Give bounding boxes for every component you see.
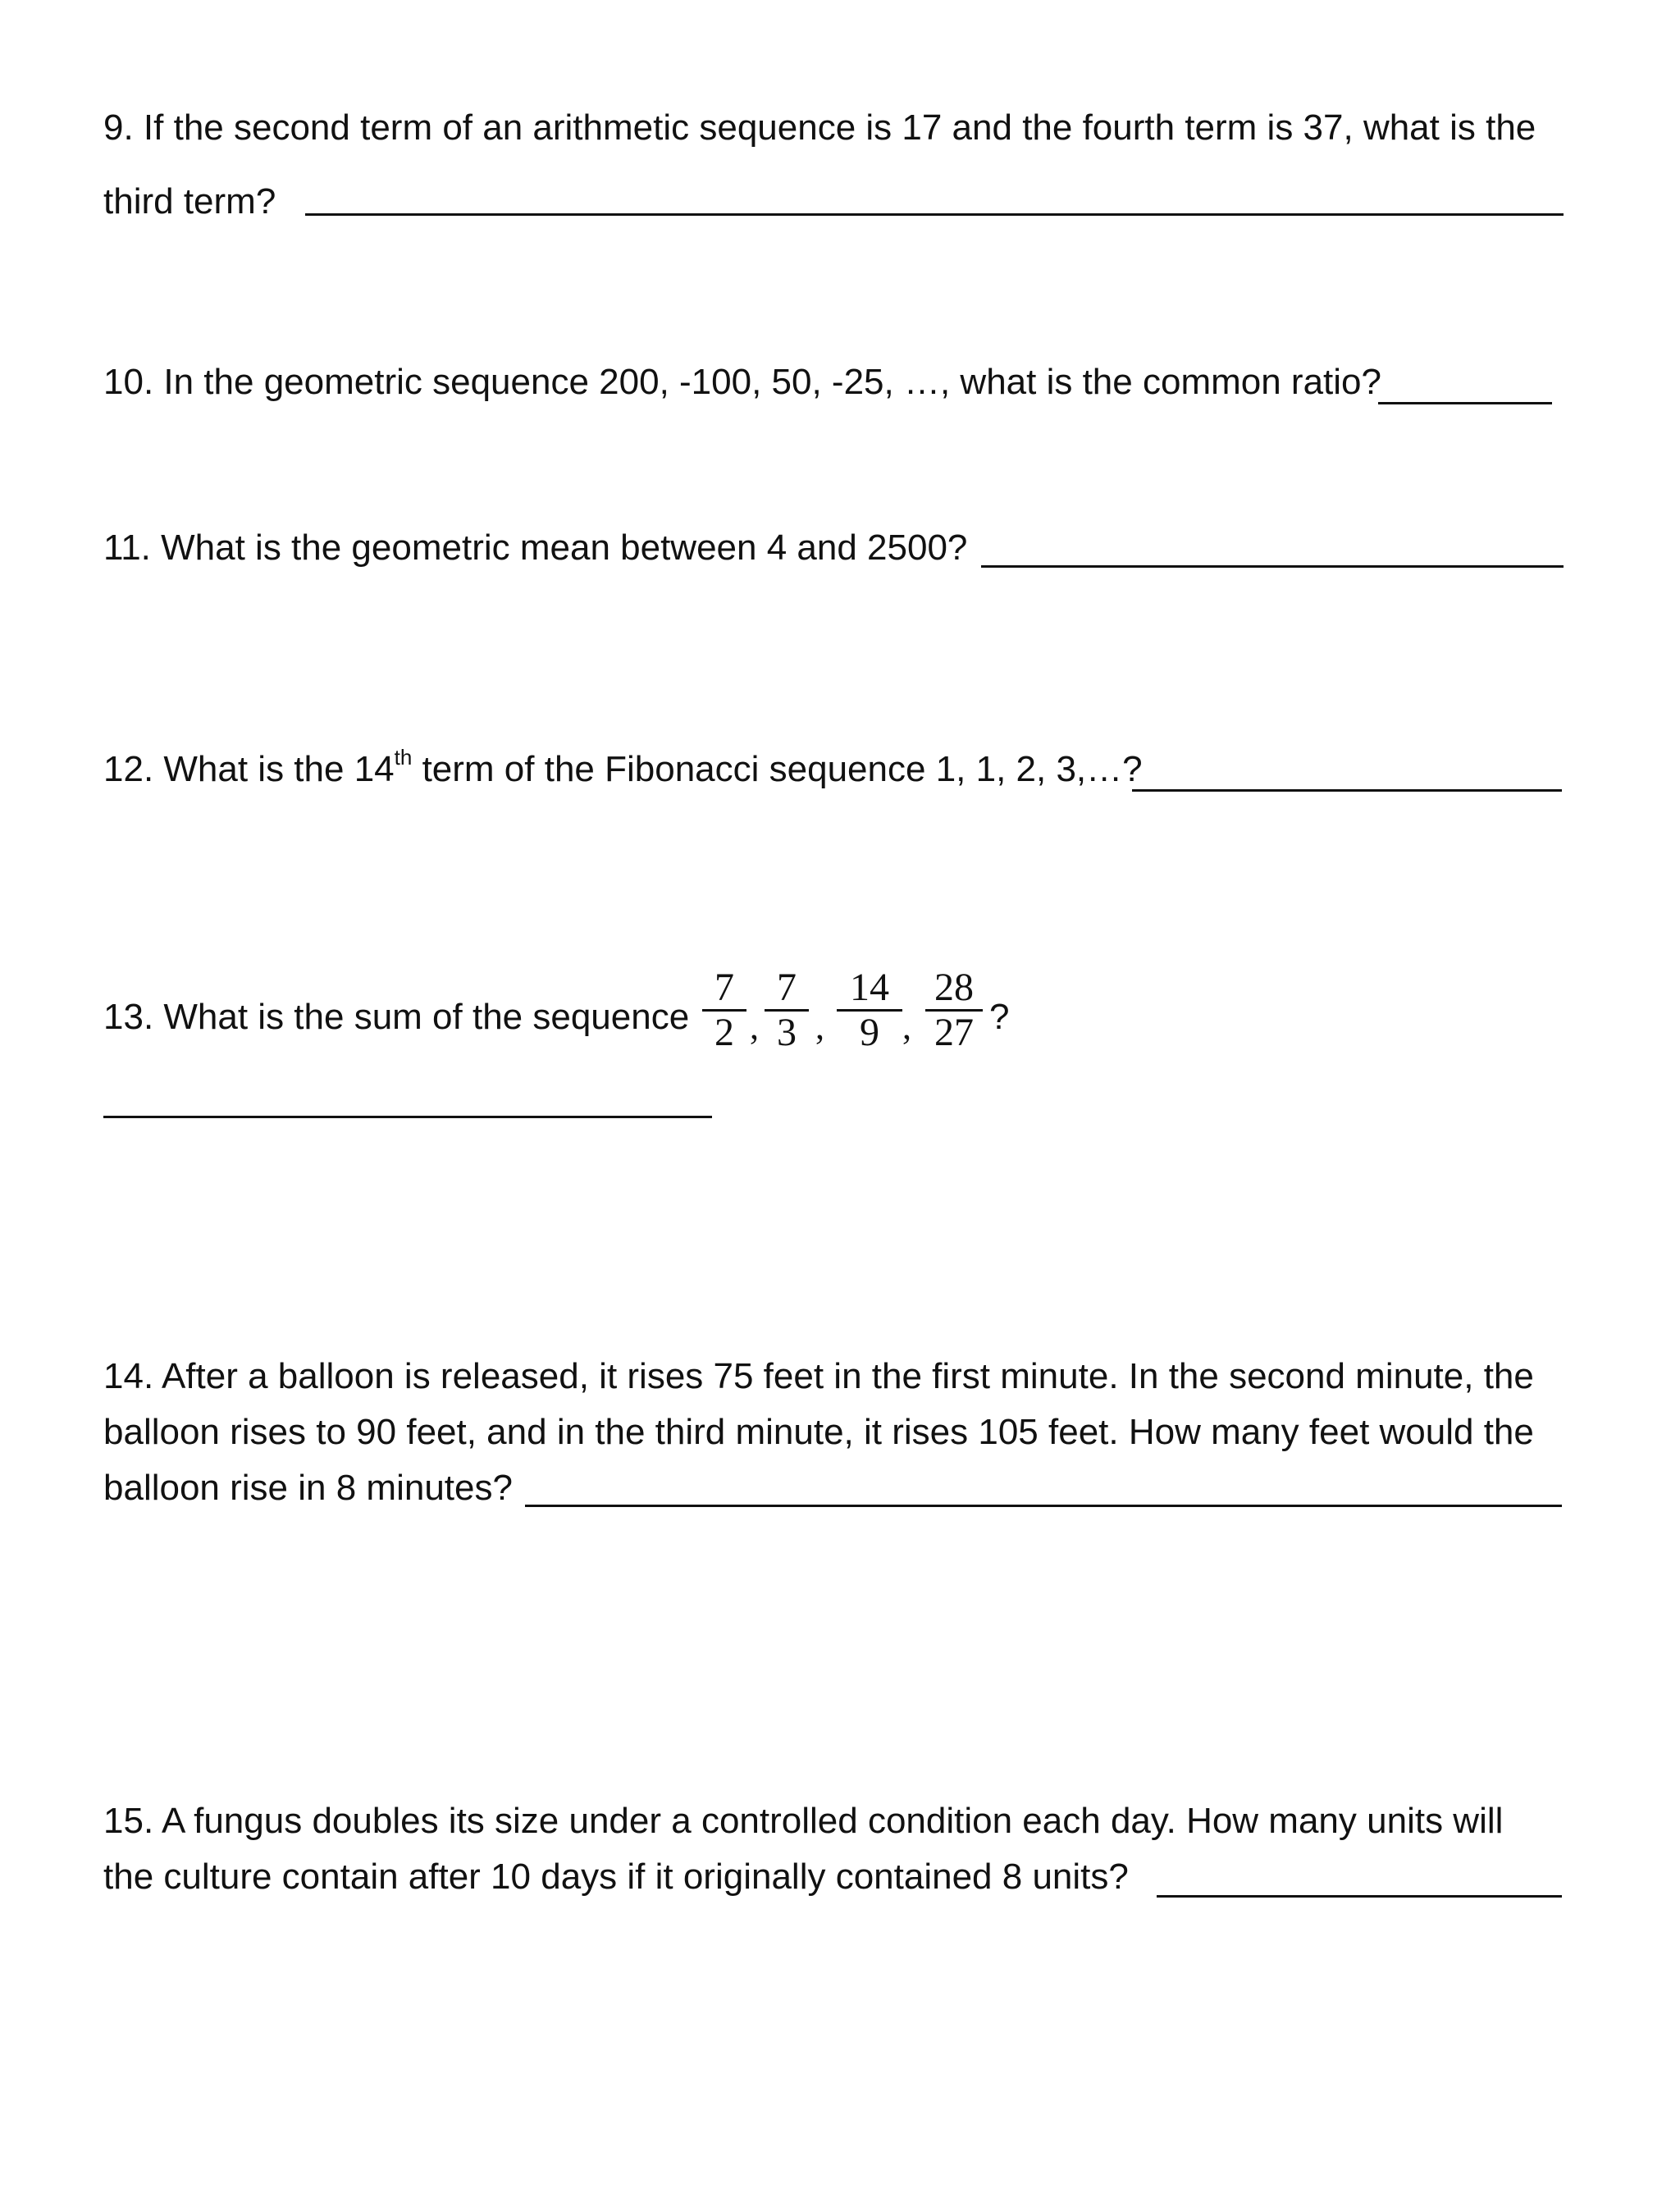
question-13-answer-blank[interactable] <box>103 1116 712 1118</box>
fraction-denominator: 3 <box>777 1011 797 1054</box>
question-15-line-2: the culture contain after 10 days if it originally contained 8 units? <box>103 1857 1129 1897</box>
sequence-comma: , <box>902 1007 911 1047</box>
question-10-text: 10. In the geometric sequence 200, -100, 50, -25, …, what is the common ratio? <box>103 362 1381 402</box>
fraction-numerator: 28 <box>934 966 974 1009</box>
sequence-fraction-2 <box>758 966 815 1054</box>
ordinal-suffix: th <box>394 745 413 770</box>
question-15-answer-blank[interactable] <box>1157 1895 1562 1898</box>
question-12-text-before: 12. What is the 14 <box>103 749 395 789</box>
sequence-question-mark: ? <box>989 997 1010 1037</box>
sequence-fraction-3 <box>830 966 909 1054</box>
fraction-numerator: 14 <box>850 966 889 1009</box>
fraction-denominator: 9 <box>860 1011 879 1054</box>
question-10-answer-blank[interactable] <box>1378 402 1552 404</box>
question-9-line-1: 9. If the second term of an arithmetic sequence is 17 and the fourth term is 37, what is the <box>103 107 1536 148</box>
question-14-answer-blank[interactable] <box>525 1505 1562 1507</box>
question-15-line-1: 15. A fungus doubles its size under a controlled condition each day. How many units will <box>103 1801 1504 1841</box>
question-12-text <box>103 745 1143 791</box>
question-11-text: 11. What is the geometric mean between 4 and 2500? <box>103 528 968 568</box>
fraction-denominator: 27 <box>934 1011 974 1054</box>
question-13-text: 13. What is the sum of the sequence <box>103 997 690 1037</box>
question-9-answer-blank[interactable] <box>305 213 1564 216</box>
question-9-line-2: third term? <box>103 181 276 222</box>
sequence-comma: , <box>750 1007 759 1047</box>
question-11-answer-blank[interactable] <box>981 565 1564 568</box>
question-12-answer-blank[interactable] <box>1132 789 1562 792</box>
question-14-line-1: 14. After a balloon is released, it rises 75 feet in the first minute. In the second minute, the <box>103 1356 1534 1396</box>
question-14-line-3: balloon rise in 8 minutes? <box>103 1468 513 1508</box>
sequence-fraction-1 <box>696 966 753 1054</box>
fraction-numerator: 7 <box>714 966 734 1009</box>
sequence-comma: , <box>815 1007 824 1047</box>
fraction-numerator: 7 <box>777 966 797 1009</box>
question-12-text-after: term of the Fibonacci sequence 1, 1, 2, 3,…? <box>412 749 1143 789</box>
fraction-denominator: 2 <box>714 1011 734 1054</box>
sequence-fraction-4 <box>919 966 989 1054</box>
question-14-line-2: balloon rises to 90 feet, and in the third minute, it rises 105 feet. How many feet would the <box>103 1412 1534 1452</box>
